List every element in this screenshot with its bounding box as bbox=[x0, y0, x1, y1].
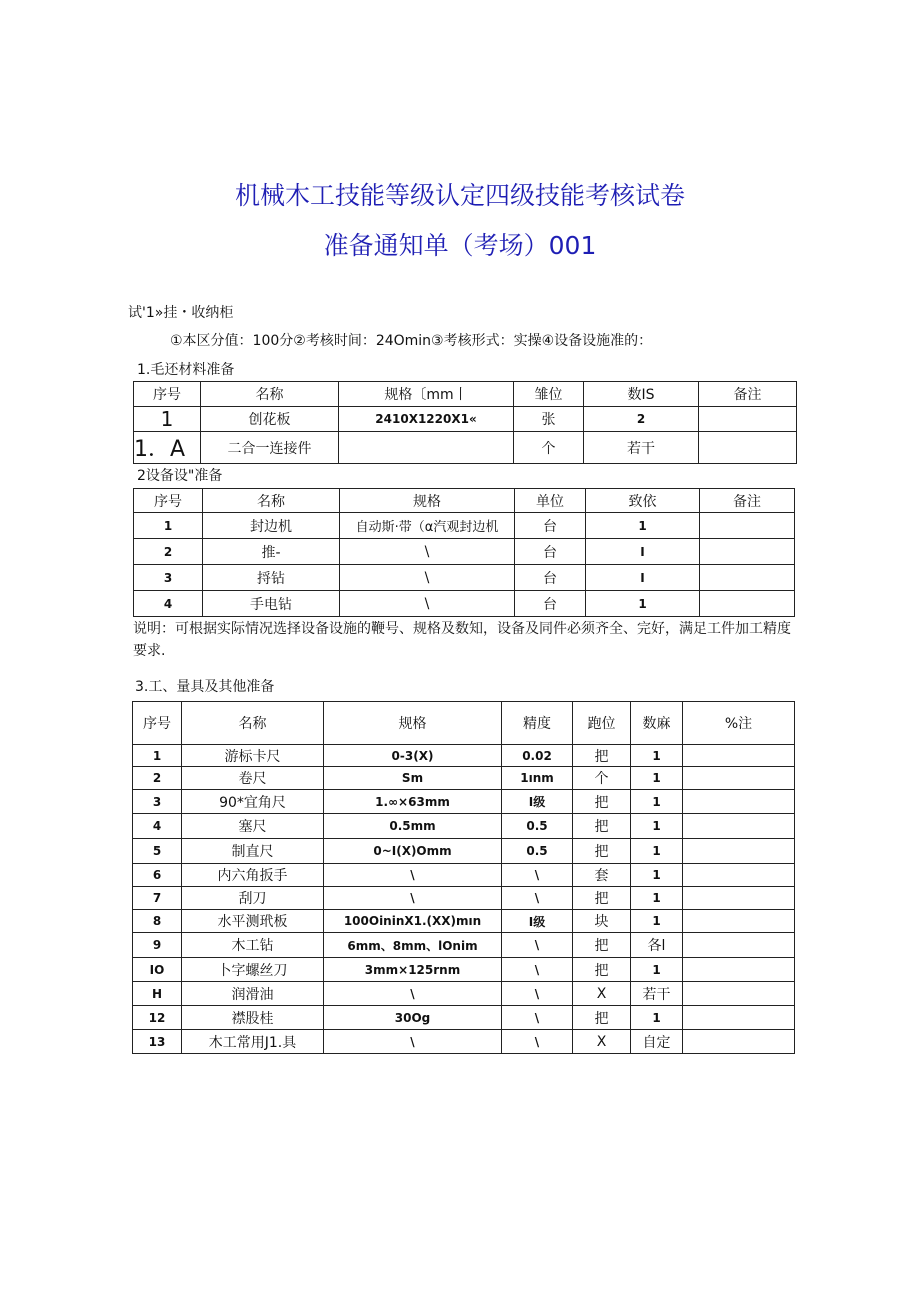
table-cell: 1 bbox=[134, 513, 203, 539]
table-row bbox=[133, 839, 795, 864]
table-cell: \ bbox=[324, 887, 502, 910]
table-cell bbox=[683, 814, 795, 839]
note-paragraph: 说明：可根据实际情况选择设备设施的鞭号、规格及数知，设备及同件必须齐全、完好，满足工件加工精度要求. bbox=[133, 621, 791, 659]
table-cell: I级 bbox=[502, 910, 573, 933]
header-cell: %注 bbox=[683, 702, 795, 745]
table-cell: 0.5 bbox=[502, 814, 573, 839]
table-cell: 各l bbox=[631, 933, 683, 958]
table-cell: 3 bbox=[134, 565, 203, 591]
table-cell: 6mm、8mm、lOnim bbox=[324, 933, 502, 958]
table-cell bbox=[683, 958, 795, 982]
table-cell: 台 bbox=[515, 539, 586, 565]
table-cell: 把 bbox=[573, 745, 631, 767]
table-cell: 1 bbox=[631, 767, 683, 790]
table-cell: 襟股桂 bbox=[182, 1006, 324, 1030]
table-cell: 5 bbox=[133, 839, 182, 864]
table-cell: 木工常用J1.具 bbox=[182, 1030, 324, 1054]
table-cell: 捋钻 bbox=[203, 565, 340, 591]
table-cell: X bbox=[573, 1030, 631, 1054]
table-cell: 台 bbox=[515, 565, 586, 591]
header-cell: 规格 bbox=[324, 702, 502, 745]
table-cell: \ bbox=[340, 565, 515, 591]
header-cell: 序号 bbox=[134, 489, 203, 513]
table-cell: 9 bbox=[133, 933, 182, 958]
table-cell: Sm bbox=[324, 767, 502, 790]
section3-heading: 3.工、量具及其他准备 bbox=[135, 679, 275, 695]
table-cell: 台 bbox=[515, 591, 586, 617]
table-cell: 1 bbox=[631, 814, 683, 839]
table-cell: 2 bbox=[134, 539, 203, 565]
table-cell: \ bbox=[502, 864, 573, 887]
table-cell: 1 bbox=[586, 591, 700, 617]
table-row bbox=[133, 1006, 795, 1030]
table-cell: 把 bbox=[573, 814, 631, 839]
table-cell: 把 bbox=[573, 790, 631, 814]
section2-heading: 2设备设"准备 bbox=[137, 468, 223, 484]
table-cell: 把 bbox=[573, 839, 631, 864]
table-cell bbox=[683, 910, 795, 933]
table-cell: 若干 bbox=[631, 982, 683, 1006]
table-cell: \ bbox=[502, 887, 573, 910]
table-cell bbox=[700, 513, 795, 539]
table-cell: 1 bbox=[631, 745, 683, 767]
table-row bbox=[133, 933, 795, 958]
document-subtitle: 准备通知单（考场）001 bbox=[323, 231, 597, 260]
table-cell bbox=[683, 839, 795, 864]
table-cell: 1 bbox=[631, 839, 683, 864]
equipment-table bbox=[133, 488, 795, 617]
table-cell: 4 bbox=[133, 814, 182, 839]
table-row bbox=[133, 958, 795, 982]
table-row bbox=[133, 910, 795, 933]
material-table bbox=[133, 381, 797, 464]
table-cell: 90*宜角尺 bbox=[182, 790, 324, 814]
table-cell: 1 bbox=[631, 790, 683, 814]
table-cell: 塞尺 bbox=[182, 814, 324, 839]
table-cell: 游标卡尺 bbox=[182, 745, 324, 767]
table-cell: I bbox=[586, 565, 700, 591]
table-cell: I bbox=[586, 539, 700, 565]
section1-heading: 1.毛还材料准备 bbox=[137, 362, 235, 378]
table-cell: 12 bbox=[133, 1006, 182, 1030]
table-cell: \ bbox=[324, 864, 502, 887]
table-cell bbox=[339, 432, 514, 464]
table-cell: 台 bbox=[515, 513, 586, 539]
table-cell: IO bbox=[133, 958, 182, 982]
table-cell: \ bbox=[324, 1030, 502, 1054]
table-cell: 13 bbox=[133, 1030, 182, 1054]
table-cell: \ bbox=[340, 591, 515, 617]
table-cell: 制直尺 bbox=[182, 839, 324, 864]
table-cell: 个 bbox=[573, 767, 631, 790]
table-cell: 100OininX1.(XX)mın bbox=[324, 910, 502, 933]
table-cell: 自动斯·带（α汽观封边机 bbox=[340, 513, 515, 539]
table-cell bbox=[683, 1030, 795, 1054]
table-row bbox=[133, 814, 795, 839]
table-header-row bbox=[133, 702, 795, 745]
header-cell: 序号 bbox=[134, 382, 201, 407]
table-cell: 块 bbox=[573, 910, 631, 933]
table-cell: 卷尺 bbox=[182, 767, 324, 790]
table-cell bbox=[699, 432, 797, 464]
table-cell: 1.∞×63mm bbox=[324, 790, 502, 814]
table-cell: 套 bbox=[573, 864, 631, 887]
table-cell: 木工钻 bbox=[182, 933, 324, 958]
header-cell: 备注 bbox=[700, 489, 795, 513]
table-row bbox=[133, 887, 795, 910]
table-cell: 1 bbox=[586, 513, 700, 539]
header-cell: 雏位 bbox=[514, 382, 584, 407]
table-cell: 张 bbox=[514, 407, 584, 432]
table-cell: 卜字螺丝刀 bbox=[182, 958, 324, 982]
table-cell: 0-3(X) bbox=[324, 745, 502, 767]
table-cell bbox=[683, 767, 795, 790]
table-cell: \ bbox=[340, 539, 515, 565]
table-cell: 0.5 bbox=[502, 839, 573, 864]
table-row bbox=[133, 864, 795, 887]
table-cell: 1 bbox=[631, 1006, 683, 1030]
table-row bbox=[133, 1030, 795, 1054]
table-cell: 若干 bbox=[584, 432, 699, 464]
table-cell bbox=[699, 407, 797, 432]
table-cell: 0.5mm bbox=[324, 814, 502, 839]
header-cell: 数麻 bbox=[631, 702, 683, 745]
header-cell: 序号 bbox=[133, 702, 182, 745]
table-cell: \ bbox=[502, 982, 573, 1006]
table-row bbox=[134, 513, 795, 539]
header-cell: 名称 bbox=[201, 382, 339, 407]
table-cell bbox=[700, 539, 795, 565]
header-cell: 备注 bbox=[699, 382, 797, 407]
table-cell: \ bbox=[502, 958, 573, 982]
table-cell: \ bbox=[502, 1030, 573, 1054]
table-cell: 3 bbox=[133, 790, 182, 814]
table-cell bbox=[683, 933, 795, 958]
table-cell: 6 bbox=[133, 864, 182, 887]
table-cell: 二合一连接件 bbox=[201, 432, 339, 464]
table-row bbox=[134, 432, 797, 464]
table-cell: 刮刀 bbox=[182, 887, 324, 910]
table-row bbox=[134, 591, 795, 617]
table-cell: 1 bbox=[631, 887, 683, 910]
header-cell: 规格 bbox=[340, 489, 515, 513]
document-title: 机械木工技能等级认定四级技能考核试卷 bbox=[234, 181, 685, 210]
table-cell: 1ınm bbox=[502, 767, 573, 790]
table-header-row bbox=[134, 382, 797, 407]
table-cell: 1 bbox=[631, 864, 683, 887]
header-cell: 精度 bbox=[502, 702, 573, 745]
header-cell: 名称 bbox=[203, 489, 340, 513]
table-cell: 个 bbox=[514, 432, 584, 464]
table-cell: 封边机 bbox=[203, 513, 340, 539]
table-cell: 30Og bbox=[324, 1006, 502, 1030]
table-cell: 0~I(X)Omm bbox=[324, 839, 502, 864]
table-cell: 润滑油 bbox=[182, 982, 324, 1006]
table-cell: 把 bbox=[573, 958, 631, 982]
table-cell: 1．A bbox=[134, 432, 201, 464]
table-cell: 手电钻 bbox=[203, 591, 340, 617]
table-cell bbox=[700, 591, 795, 617]
header-cell: 单位 bbox=[515, 489, 586, 513]
table-cell: 1 bbox=[631, 910, 683, 933]
table-cell bbox=[683, 864, 795, 887]
table-cell: 1 bbox=[133, 745, 182, 767]
exam-info-line: ①本区分值：100分②考核时间：24Omin③考核形式：实操④设备设施准的： bbox=[170, 333, 653, 349]
table-row bbox=[133, 767, 795, 790]
header-cell: 致依 bbox=[586, 489, 700, 513]
table-row bbox=[133, 745, 795, 767]
table-cell: 2410X1220X1« bbox=[339, 407, 514, 432]
table-cell bbox=[683, 982, 795, 1006]
table-cell: 推- bbox=[203, 539, 340, 565]
table-cell: 把 bbox=[573, 1006, 631, 1030]
table-cell: H bbox=[133, 982, 182, 1006]
table-row bbox=[134, 565, 795, 591]
table-header-row bbox=[134, 489, 795, 513]
table-cell: 1 bbox=[134, 407, 201, 432]
header-cell: 名称 bbox=[182, 702, 324, 745]
table-cell: 8 bbox=[133, 910, 182, 933]
table-cell bbox=[700, 565, 795, 591]
table-cell: 4 bbox=[134, 591, 203, 617]
exam-item-line: 试'1»挂・收纳柜 bbox=[128, 305, 234, 321]
table-row bbox=[134, 539, 795, 565]
table-cell: X bbox=[573, 982, 631, 1006]
table-cell: 创花板 bbox=[201, 407, 339, 432]
header-cell: 数IS bbox=[584, 382, 699, 407]
table-cell: 7 bbox=[133, 887, 182, 910]
table-cell: 内六角扳手 bbox=[182, 864, 324, 887]
table-row bbox=[133, 982, 795, 1006]
table-cell bbox=[683, 745, 795, 767]
table-cell: 自定 bbox=[631, 1030, 683, 1054]
table-cell: \ bbox=[502, 1006, 573, 1030]
table-row bbox=[133, 790, 795, 814]
table-cell: \ bbox=[324, 982, 502, 1006]
table-cell: I级 bbox=[502, 790, 573, 814]
header-cell: 跑位 bbox=[573, 702, 631, 745]
table-cell: 1 bbox=[631, 958, 683, 982]
table-cell bbox=[683, 887, 795, 910]
table-row bbox=[134, 407, 797, 432]
table-cell: 3mm×125rnm bbox=[324, 958, 502, 982]
table-cell: 把 bbox=[573, 933, 631, 958]
table-cell bbox=[683, 1006, 795, 1030]
table-cell: \ bbox=[502, 933, 573, 958]
table-cell: 2 bbox=[584, 407, 699, 432]
table-cell: 把 bbox=[573, 887, 631, 910]
table-cell bbox=[683, 790, 795, 814]
header-cell: 规格〔mm丨 bbox=[339, 382, 514, 407]
tools-table bbox=[132, 701, 795, 1054]
table-cell: 水平测玳板 bbox=[182, 910, 324, 933]
table-cell: 2 bbox=[133, 767, 182, 790]
table-cell: 0.02 bbox=[502, 745, 573, 767]
